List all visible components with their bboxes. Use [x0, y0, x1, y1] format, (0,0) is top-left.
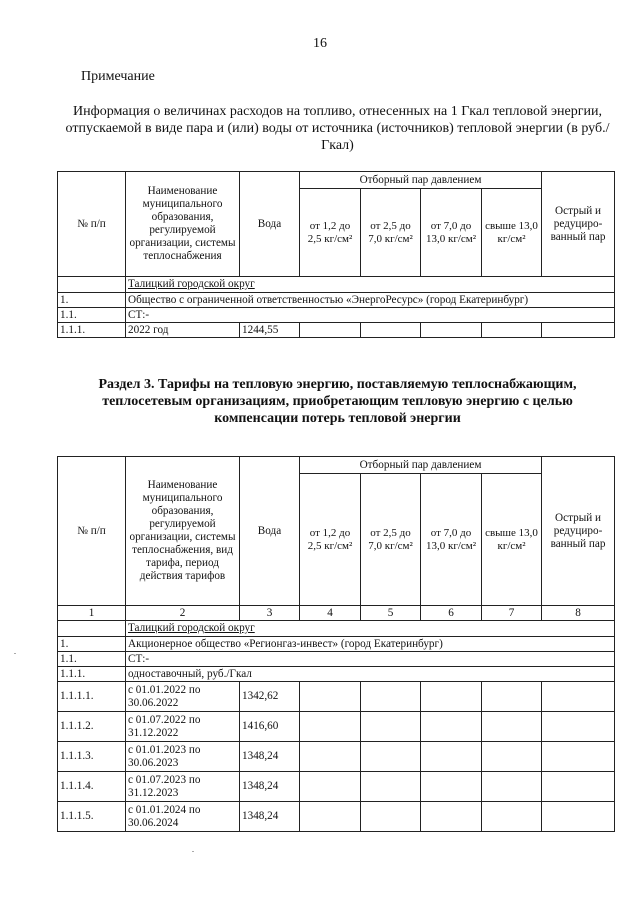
- cell-empty: [361, 323, 421, 338]
- col-number-3: 3: [240, 606, 300, 621]
- cell-empty: [542, 742, 615, 772]
- header-pressure-2: от 2,5 до 7,0 кг/см²: [361, 189, 421, 277]
- row-num: 1.1.1.5.: [58, 802, 126, 832]
- row-period: 2022 год: [126, 323, 240, 338]
- scan-artifact: [14, 653, 16, 654]
- district-name: Талицкий городской округ: [126, 621, 615, 637]
- cell-empty: [421, 802, 482, 832]
- header-pressure-1: от 1,2 до 2,5 кг/см²: [300, 474, 361, 606]
- header-num: № п/п: [58, 172, 126, 277]
- cell-empty: [300, 682, 361, 712]
- org-name: Акционерное общество «Регионгаз-инвест» (город Екатеринбург): [126, 637, 615, 652]
- cell-empty: [482, 772, 542, 802]
- page-number: 16: [313, 36, 327, 51]
- col-number-7: 7: [482, 606, 542, 621]
- row-water-value: 1348,24: [240, 772, 300, 802]
- row-num: 1.1.1.2.: [58, 712, 126, 742]
- header-name: Наименование муниципального образования, регулируемой организации, системы теплоснабжения, вид тарифа, период действия тарифов: [126, 457, 240, 606]
- system-num: 1.1.: [58, 652, 126, 667]
- org-num: 1.: [58, 293, 126, 308]
- col-number-1: 1: [58, 606, 126, 621]
- cell-empty: [300, 742, 361, 772]
- header-water: Вода: [240, 172, 300, 277]
- info-heading: Информация о величинах расходов на топливо, отнесенных на 1 Гкал тепловой энергии, отпускаемой в виде пара и (или) воды от источника (источников) тепловой энергии (в руб./Гкал): [65, 104, 610, 153]
- row-num: 1.1.1.1.: [58, 682, 126, 712]
- org-num: 1.: [58, 637, 126, 652]
- fuel-cost-table: [57, 171, 615, 338]
- col-number-6: 6: [421, 606, 482, 621]
- system-name: СТ:-: [126, 308, 615, 323]
- row-water-value: 1348,24: [240, 742, 300, 772]
- row-period: с 01.07.2023 по 31.12.2023: [126, 772, 240, 802]
- cell-empty: [300, 802, 361, 832]
- col-number-4: 4: [300, 606, 361, 621]
- row-period: с 01.01.2023 по 30.06.2023: [126, 742, 240, 772]
- cell-empty: [542, 712, 615, 742]
- cell-empty: [421, 682, 482, 712]
- cell-empty: [300, 712, 361, 742]
- row-num: 1.1.1.: [58, 323, 126, 338]
- header-steam-group: Отборный пар давлением: [300, 172, 542, 189]
- header-pressure-3: от 7,0 до 13,0 кг/см²: [421, 189, 482, 277]
- cell-empty: [361, 742, 421, 772]
- cell-empty: [542, 682, 615, 712]
- cell-empty: [482, 742, 542, 772]
- row-num: 1.1.1.3.: [58, 742, 126, 772]
- row-period: с 01.01.2022 по 30.06.2022: [126, 682, 240, 712]
- col-number-2: 2: [126, 606, 240, 621]
- header-name: Наименование муниципального образования, регулируемой организации, системы теплоснабжения: [126, 172, 240, 277]
- cell-empty: [300, 323, 361, 338]
- section-3-heading: Раздел 3. Тарифы на тепловую энергию, поставляемую теплоснабжающим, теплосетевым организациям, приобретающим тепловую энергию с целью компенсации потерь тепловой энергии: [98, 377, 577, 426]
- header-sharp-steam: Острый и редуциро-ванный пар: [542, 172, 615, 277]
- row-period: с 01.01.2024 по 30.06.2024: [126, 802, 240, 832]
- col-number-5: 5: [361, 606, 421, 621]
- header-water: Вода: [240, 457, 300, 606]
- system-name: СТ:-: [126, 652, 615, 667]
- header-pressure-4: свыше 13,0 кг/см²: [482, 474, 542, 606]
- row-water-value: 1342,62: [240, 682, 300, 712]
- cell-empty: [542, 772, 615, 802]
- cell-empty: [421, 712, 482, 742]
- heat-tariff-table: [57, 456, 615, 832]
- header-sharp-steam: Острый и редуциро-ванный пар: [542, 457, 615, 606]
- header-pressure-2: от 2,5 до 7,0 кг/см²: [361, 474, 421, 606]
- cell-empty: [542, 802, 615, 832]
- cell-empty: [482, 323, 542, 338]
- cell-empty: [361, 712, 421, 742]
- header-num: № п/п: [58, 457, 126, 606]
- cell-empty: [58, 621, 126, 637]
- org-name: Общество с ограниченной ответственностью «ЭнергоРесурс» (город Екатеринбург): [126, 293, 615, 308]
- cell-empty: [482, 802, 542, 832]
- cell-empty: [361, 682, 421, 712]
- row-water-value: 1244,55: [240, 323, 300, 338]
- row-water-value: 1348,24: [240, 802, 300, 832]
- cell-empty: [421, 772, 482, 802]
- header-pressure-1: от 1,2 до 2,5 кг/см²: [300, 189, 361, 277]
- row-water-value: 1416,60: [240, 712, 300, 742]
- header-steam-group: Отборный пар давлением: [300, 457, 542, 474]
- row-num: 1.1.1.4.: [58, 772, 126, 802]
- scan-artifact: [192, 851, 194, 852]
- cell-empty: [542, 323, 615, 338]
- cell-empty: [482, 682, 542, 712]
- cell-empty: [300, 772, 361, 802]
- cell-empty: [421, 742, 482, 772]
- cell-empty: [482, 712, 542, 742]
- header-pressure-4: свыше 13,0 кг/см²: [482, 189, 542, 277]
- cell-empty: [421, 323, 482, 338]
- cell-empty: [58, 277, 126, 293]
- cell-empty: [361, 772, 421, 802]
- header-pressure-3: от 7,0 до 13,0 кг/см²: [421, 474, 482, 606]
- tariff-type-name: одноставочный, руб./Гкал: [126, 667, 615, 682]
- district-name: Талицкий городской округ: [126, 277, 615, 293]
- row-period: с 01.07.2022 по 31.12.2022: [126, 712, 240, 742]
- tariff-type-num: 1.1.1.: [58, 667, 126, 682]
- note-label: Примечание: [81, 69, 155, 84]
- col-number-8: 8: [542, 606, 615, 621]
- system-num: 1.1.: [58, 308, 126, 323]
- cell-empty: [361, 802, 421, 832]
